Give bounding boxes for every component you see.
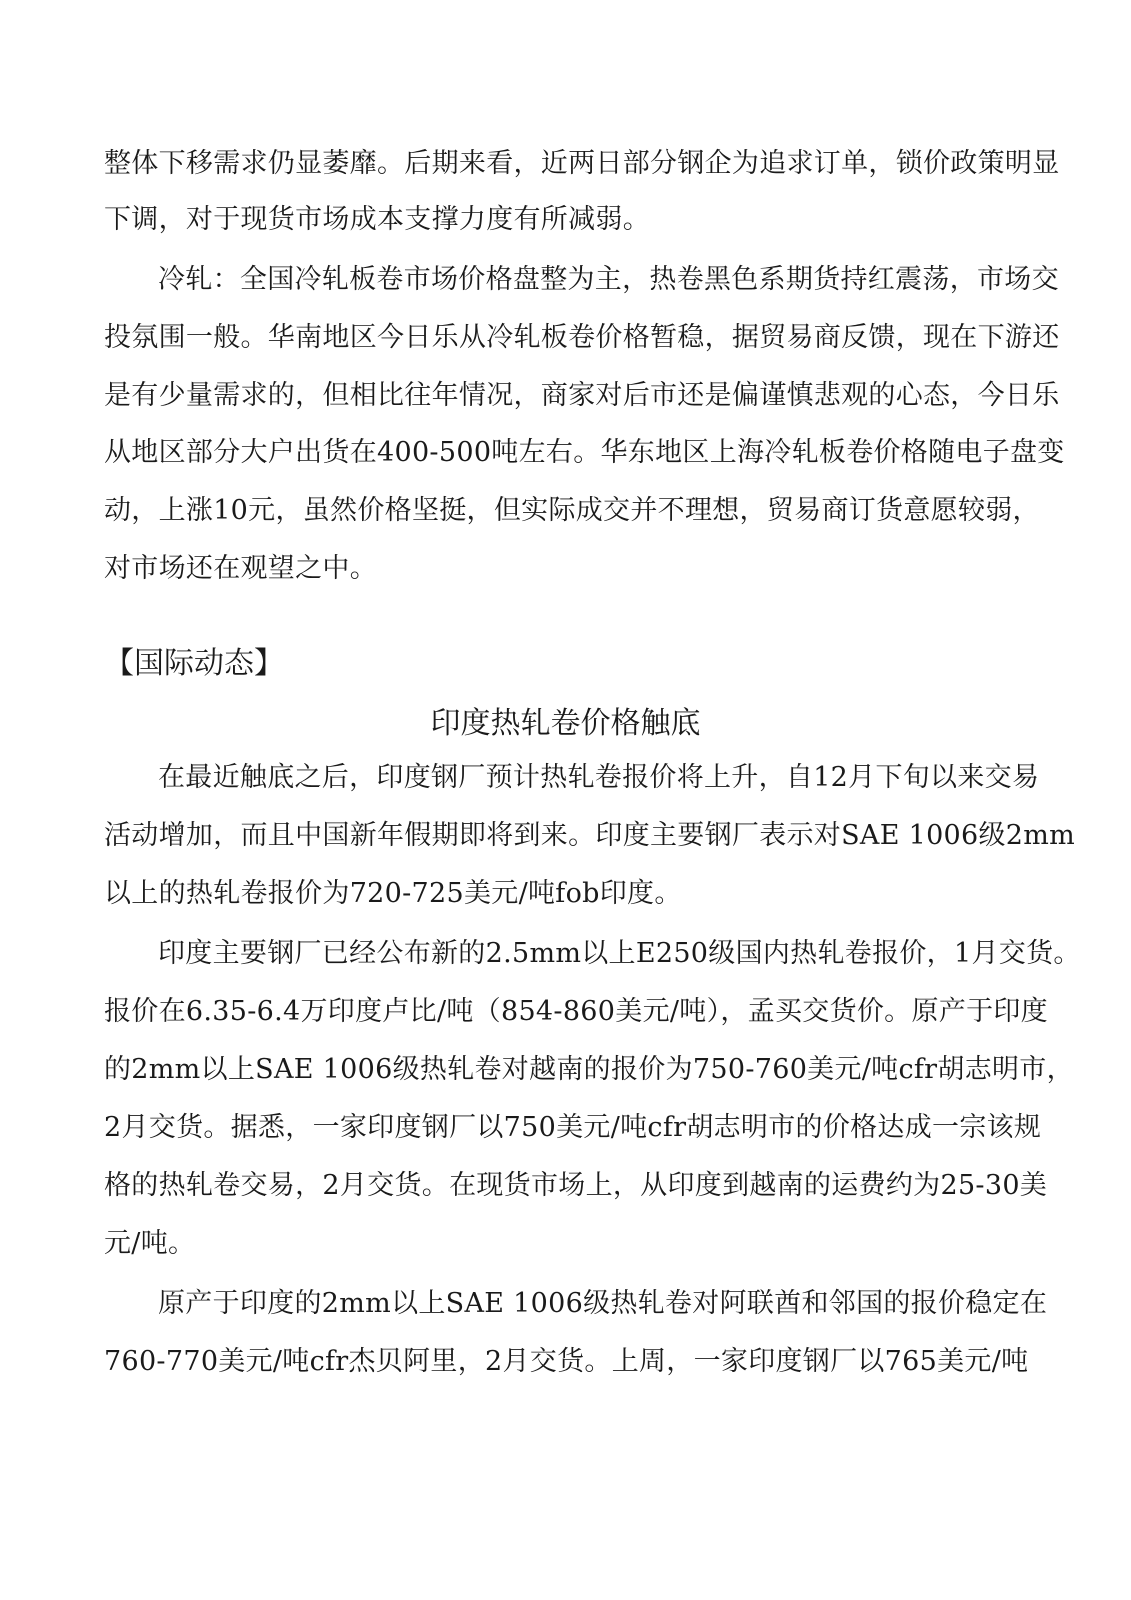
text-line: 原产于印度的2mm以上SAE 1006级热轧卷对阿联酋和邻国的报价稳定在 [158, 1288, 1048, 1319]
article-title: 印度热轧卷价格触底 [430, 706, 701, 741]
text-line: 下调，对于现货市场成本支撑力度有所减弱。 [104, 204, 650, 235]
text-line: 从地区部分大户出货在400-500吨左右。华东地区上海冷轧板卷价格随电子盘变 [104, 437, 1065, 468]
text-line: 的2mm以上SAE 1006级热轧卷对越南的报价为750-760美元/吨cfr胡志明市， [104, 1054, 1074, 1085]
text-line: 2月交货。据悉，一家印度钢厂以750美元/吨cfr胡志明市的价格达成一宗该规 [104, 1112, 1042, 1143]
text-line: 报价在6.35-6.4万印度卢比/吨（854-860美元/吨），孟买交货价。原产于印度 [104, 996, 1048, 1027]
text-line: 格的热轧卷交易，2月交货。在现货市场上，从印度到越南的运费约为25-30美 [104, 1170, 1048, 1201]
text-line: 印度主要钢厂已经公布新的2.5mm以上E250级国内热轧卷报价，1月交货。 [158, 938, 1081, 969]
text-line: 投氛围一般。华南地区今日乐从冷轧板卷价格暂稳，据贸易商反馈，现在下游还 [104, 322, 1060, 353]
text-line: 活动增加，而且中国新年假期即将到来。印度主要钢厂表示对SAE 1006级2mm [104, 820, 1076, 851]
text-line: 冷轧：全国冷轧板卷市场价格盘整为主，热卷黑色系期货持红震荡，市场交 [158, 264, 1059, 295]
text-line: 760-770美元/吨cfr杰贝阿里，2月交货。上周，一家印度钢厂以765美元/吨 [104, 1346, 1029, 1377]
section-heading: 【国际动态】 [104, 646, 284, 681]
text-line: 在最近触底之后，印度钢厂预计热轧卷报价将上升，自12月下旬以来交易 [158, 762, 1040, 793]
text-line: 对市场还在观望之中。 [104, 553, 377, 584]
text-line: 动，上涨10元，虽然价格坚挺，但实际成交并不理想，贸易商订货意愿较弱， [104, 495, 1040, 526]
text-line: 以上的热轧卷报价为720-725美元/吨fob印度。 [104, 878, 682, 909]
text-line: 元/吨。 [104, 1228, 196, 1259]
text-line: 整体下移需求仍显萎靡。后期来看，近两日部分钢企为追求订单，锁价政策明显 [104, 148, 1060, 179]
text-line: 是有少量需求的，但相比往年情况，商家对后市还是偏谨慎悲观的心态，今日乐 [104, 380, 1060, 411]
